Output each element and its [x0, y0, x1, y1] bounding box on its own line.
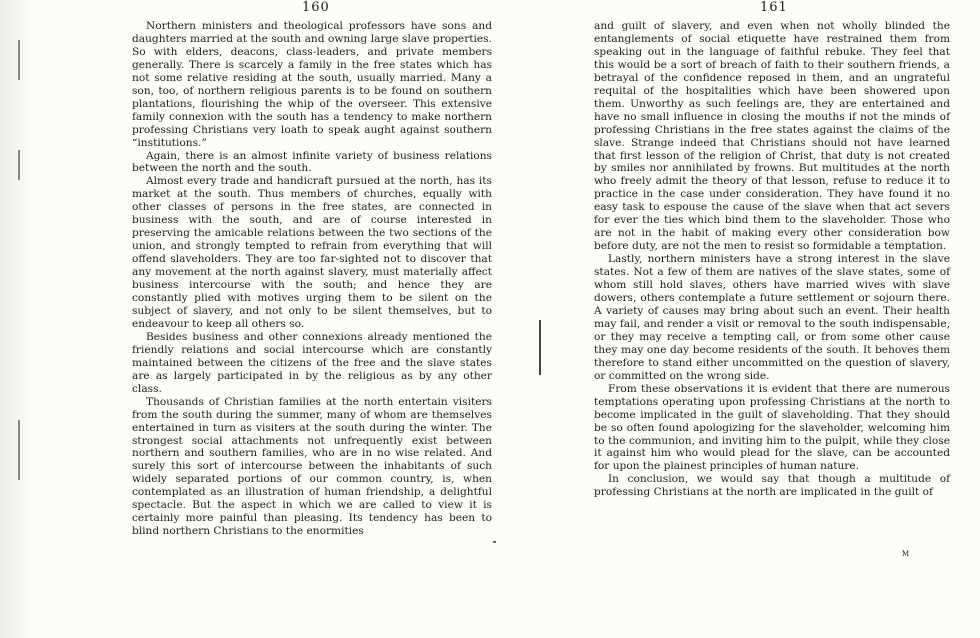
left-page-edge	[0, 0, 34, 638]
paragraph: Again, there is an almost infinite variety of business relations between the north and the south.	[132, 149, 492, 175]
paragraph: Almost every trade and handicraft pursued at the north, has its market at the south. Thus members of churches, equally with other classes of persons in the free states, are connected in business with the south, and are of course interested in preserving the amicable relations between the two sections of the union, and strongly tempted to refrain from everything that will offend slaveholders. They are too far-sighted not to discover that any movement at the north against slavery, must materially affect business intercourse with the south; and hence they are constantly plied with motives urging them to be silent on the subject of slavery, and not only to be silent themselves, but to endeavour to keep all others so.	[132, 175, 492, 330]
continued-paragraph: and guilt of slavery, and even when not wholly blinded the entanglements of social etiquette have restrained them from speaking out in the language of faithful rebuke. They feel that this would be a sort of breach of faith to their southern friends, a betrayal of the confidence reposed in them, and an ungrateful requital of the hospitalities which have been showered upon them. Unworthy as such feelings are, they are entertained and have no small influence in closing the mouths if not the minds of professing Christians in the free states against the claims of the slave. Strange indeed that Christians should not have learned that first lesson of the religion of Christ, that duty is not created by smiles nor annihilated by frowns. But multitudes at the north who freely admit the theory of that lesson, refuse to reduce it to practice in the case under consideration. They have found it no easy task to espouse the cause of the slave when that act severs for ever the ties which bind them to the slaveholder. Those who are not in the habit of making every other consideration bow before duty, are not the men to resist so formidable a temptation.	[594, 20, 950, 253]
paragraph: Thousands of Christian families at the north entertain visiters from the south during the summer, many of whom are themselves entertained in turn as visiters at the south during the winter. The strongest social attachments not unfrequently exist between northern and southern families, who are in no wise related. And surely this sort of intercourse between the inhabitants of such widely separated portions of our common country, is, when contemplated as an illustration of human friendship, a delightful spectacle. But the aspect in which we are called to view it is certainly more painful than pleasing. Its tendency has been to blind northern Christians to the enormities	[132, 395, 492, 538]
book-spine-shadow	[539, 320, 541, 375]
signature-mark: M	[902, 550, 910, 558]
paragraph: Lastly, northern ministers have a strong interest in the slave states. Not a few of them are natives of the slave states, some of whom still hold slaves, others have married wives with slave dowers, others contemplate a future settlement or sojourn there. A variety of causes may bring about such an event. Their health may fail, and render a visit or removal to the south indispensable, or they may receive a tempting call, or from some other cause they may one day become residents of the south. It behoves them therefore to stand either uncommitted on the question of slavery, or committed on the wrong side.	[594, 253, 950, 382]
paragraph: From these observations it is evident that there are numerous temptations operating upon professing Christians at the north to become implicated in the guilt of slaveholding. That they should be so often found apologizing for the slaveholder, welcoming him to the communion, and inviting him to the pulpit, while they close it against him who would plead for the slave, can be accounted for upon the plainest principles of human nature.	[594, 382, 950, 473]
left-page-number: 160	[302, 0, 330, 15]
paragraph: Besides business and other connexions already mentioned the friendly relations and social intercourse which are constantly maintained between the citizens of the free and the slave states are as largely participated in by the religious as by any other class.	[132, 330, 492, 395]
right-page-number: 161	[760, 0, 788, 15]
ink-speck	[493, 541, 496, 543]
edge-mark	[18, 40, 20, 80]
paragraph: In conclusion, we would say that though a multitude of professing Christians at the north are implicated in the guilt of	[594, 473, 950, 499]
paragraph: Northern ministers and theological professors have sons and daughters married at the south and owning large slave properties. So with elders, deacons, class-leaders, and private members generally. There is scarcely a family in the free states which has not some relative residing at the south, usually married. Many a son, too, of northern religious parents is to be found on southern plantations, flourishing the whip of the overseer. This extensive family connexion with the south has a tendency to make northern professing Christians very loath to speak aught against southern “institutions.”	[132, 20, 492, 149]
right-page-text	[594, 20, 950, 499]
left-page-text	[132, 20, 492, 538]
edge-mark	[18, 150, 20, 180]
edge-mark	[18, 420, 20, 480]
